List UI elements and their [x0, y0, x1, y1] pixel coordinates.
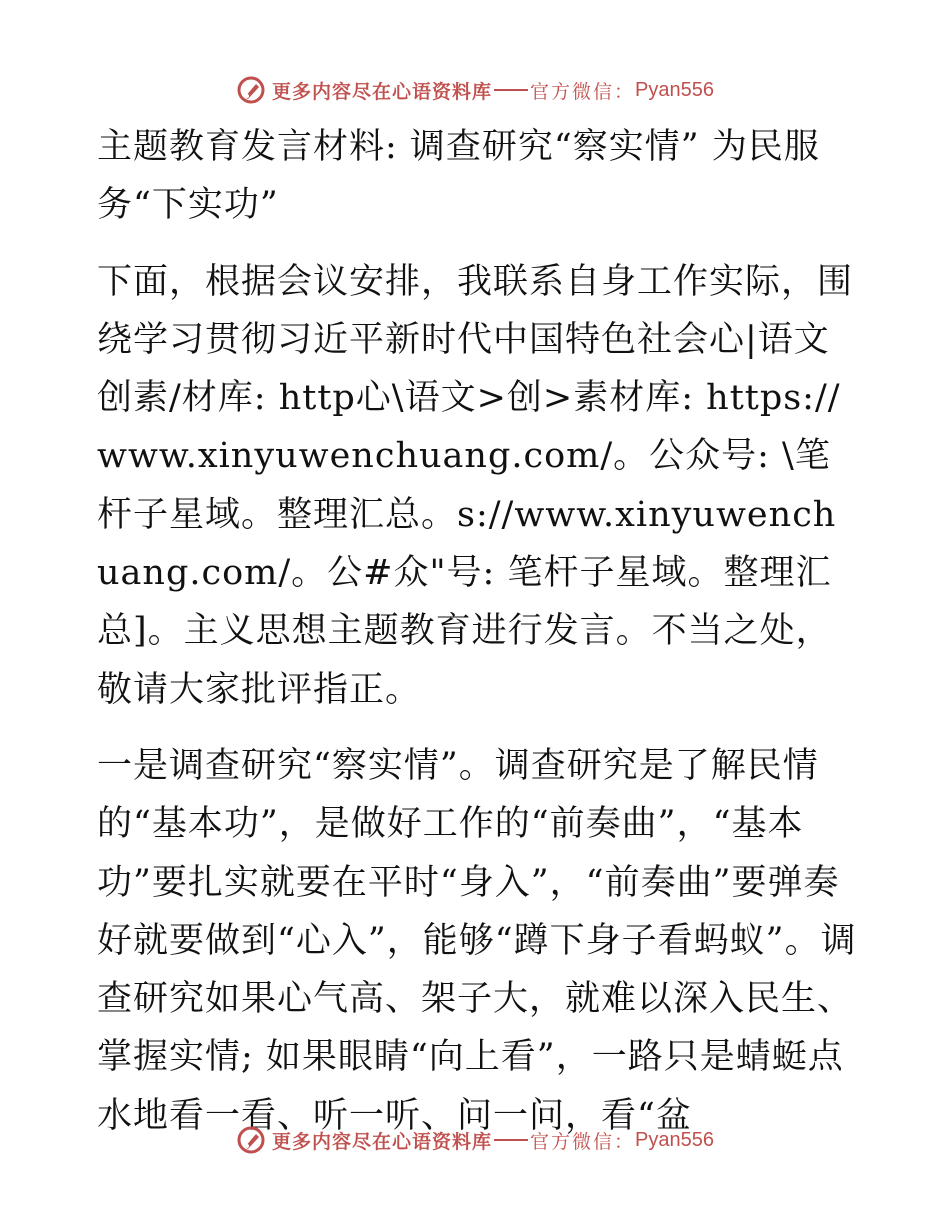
footer-brand-text: 更多内容尽在心语资料库 [272, 1130, 493, 1153]
paragraph-2: 一是调查研究“察实情”。调查研究是了解民情的“基本功”，是做好工作的“前奏曲”，“基本功”要扎实就要在平时“身入”，“前奏曲”要弹奏好就要做到“心入”，能够“蹲下身子看蚂蚁”。调查研究如果心气高、架子大，就难以深入民生、掌握实情; 如果眼睛“向上看”，一路只是蜻蜓点水地看一看、听一听、问一问，看“盆 [97, 745, 857, 1136]
footer-wechat-id: Pyan556 [635, 1128, 714, 1151]
pen-nib-logo-icon [236, 75, 266, 105]
document-body [97, 118, 857, 1163]
document-title: 主题教育发言材料: 调查研究“察实情” 为民服务“下实功” [97, 127, 820, 226]
header-wechat-id: Pyan556 [635, 78, 714, 101]
pen-nib-logo-icon [236, 1125, 266, 1155]
footer-banner [0, 1123, 950, 1157]
header-wechat-label: 官方微信： [530, 80, 636, 103]
footer-separator [494, 1139, 528, 1141]
footer-wechat-label: 官方微信： [530, 1130, 636, 1153]
header-brand-text: 更多内容尽在心语资料库 [272, 80, 493, 103]
header-banner [0, 73, 950, 107]
paragraph-1: 下面，根据会议安排，我联系自身工作实际，围绕学习贯彻习近平新时代中国特色社会心|语文创素/材库: http心\语文>创>素材库: https://www.xinyuwenchuang.com/。公众号: \笔杆子星域。整理汇总。s://www.xinyuwenchuang.com/。公#众"号: 笔杆子星域。整理汇总]。主义思想主题教育进行发言。不当之处，敬请大家批评指正。 [97, 261, 854, 710]
header-separator [494, 89, 528, 91]
